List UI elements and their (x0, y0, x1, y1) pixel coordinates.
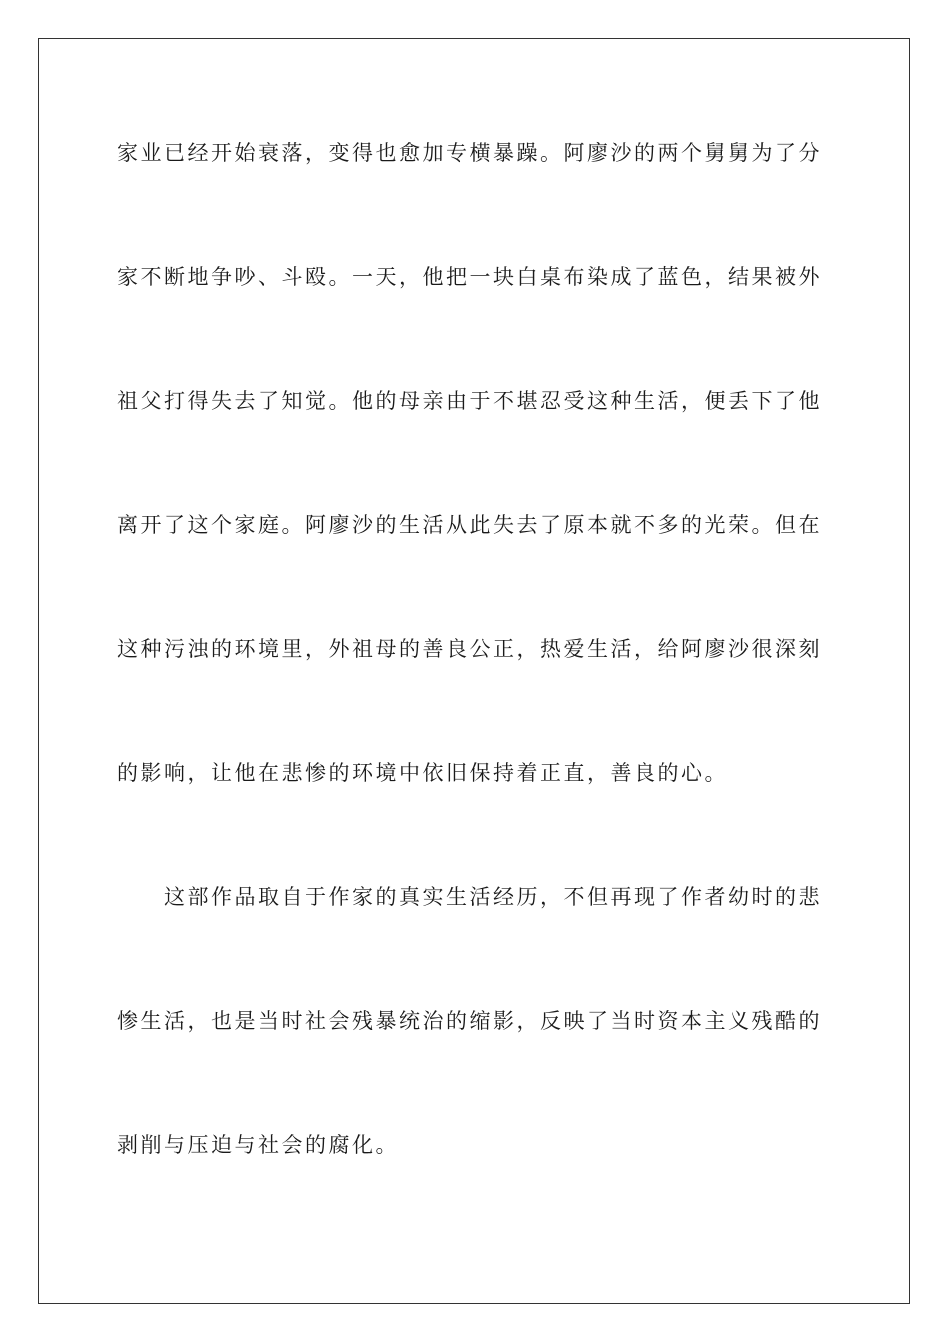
paragraph-line: 祖父打得失去了知觉。他的母亲由于不堪忍受这种生活，便丢下了他 (117, 389, 822, 413)
paragraph-line: 家业已经开始衰落，变得也愈加专横暴躁。阿廖沙的两个舅舅为了分 (117, 141, 822, 165)
paragraph-line: 惨生活，也是当时社会残暴统治的缩影，反映了当时资本主义残酷的 (117, 1009, 822, 1033)
paragraph-line-indented: 这部作品取自于作家的真实生活经历，不但再现了作者幼时的悲 (164, 885, 822, 909)
paragraph-line: 离开了这个家庭。阿廖沙的生活从此失去了原本就不多的光荣。但在 (117, 513, 822, 537)
paragraph-line: 剥削与压迫与社会的腐化。 (117, 1133, 399, 1157)
paragraph-line: 这种污浊的环境里，外祖母的善良公正，热爱生活，给阿廖沙很深刻 (117, 637, 822, 661)
paragraph-line: 家不断地争吵、斗殴。一天，他把一块白桌布染成了蓝色，结果被外 (117, 265, 822, 289)
page-border (38, 38, 910, 1304)
paragraph-line: 的影响，让他在悲惨的环境中依旧保持着正直，善良的心。 (117, 761, 728, 785)
